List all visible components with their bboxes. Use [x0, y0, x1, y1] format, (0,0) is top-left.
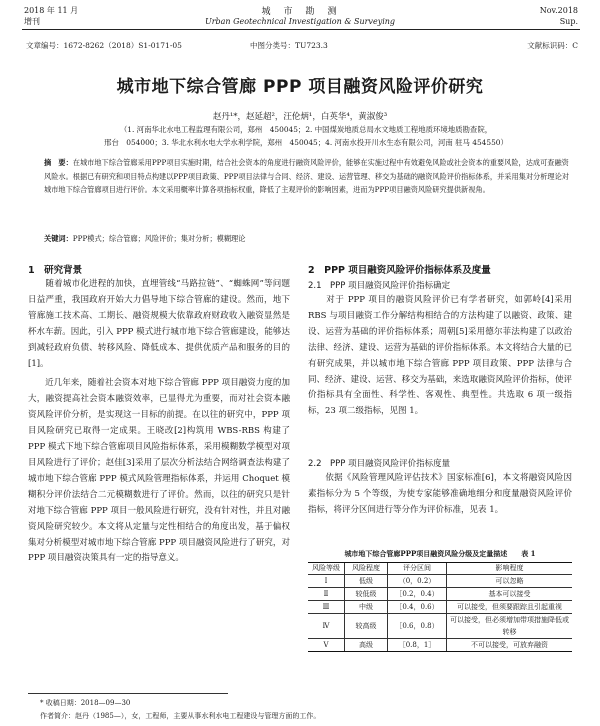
left-body [28, 277, 290, 567]
header-rule [22, 29, 580, 30]
cell-impact: 可以接受，但须要跟踪且引起重视 [447, 601, 573, 614]
risk-table [308, 562, 572, 652]
cell-level: Ⅴ [308, 639, 345, 652]
cell-level: Ⅲ [308, 601, 345, 614]
document-code: 文献标识码：C [527, 41, 578, 50]
abstract [44, 156, 570, 197]
footnote-rule [28, 693, 228, 694]
table-row [308, 614, 572, 639]
cell-interval: ［0.6，0.8） [388, 614, 447, 639]
subsection-2-2-heading: 2.2 PPP 项目融资风险评价指标度量 [308, 459, 451, 469]
header-cell: 影响程度 [447, 563, 573, 575]
section-1-heading: 1 研究背景 [28, 265, 83, 276]
paragraph: 依据《风险管理风险评估技术》国家标准[6]，本文将融资风险因素指标分为 5 个等级，为使专家能够准确地细分和度量融资风险评价指标，将评分区间进行等分作为评价标准，见表 1。 [308, 473, 572, 515]
header-supplement-left: 增刊 [24, 17, 40, 26]
cell-degree: 较低级 [345, 588, 388, 601]
paper-title: 城市地下综合管廊 PPP 项目融资风险评价研究 [116, 77, 484, 97]
table-row [308, 588, 572, 601]
table-caption: 城市地下综合管廊PPP项目融资风险分级及定量描述 表 1 [344, 549, 536, 558]
keywords-label: 关键词： [44, 234, 73, 243]
cell-level: Ⅰ [308, 575, 345, 588]
header-journal-en: Urban Geotechnical Investigation & Surveying [204, 17, 396, 26]
cell-impact: 基本可以接受 [447, 588, 573, 601]
abstract-label: 摘 要： [44, 158, 73, 167]
header-cell: 评分区间 [388, 563, 447, 575]
affiliation-line: 邢台 054000；3. 华北水利水电大学水利学院，郑州 450045；4. 河南水投开川水生态有限公司，河南 驻马 454550） [104, 138, 508, 147]
affiliation-line: （1. 河南华北水电工程监理有限公司，郑州 450045；2. 中国煤炭地质总局水文地质工程地质环境地质勘查院， [119, 125, 493, 134]
footnote-bio: 作者简介：赵丹（1985—），女，工程师，主要从事水利水电工程建设与管理方面的工作。 [40, 712, 321, 720]
cell-interval: ［0.8，1］ [388, 639, 447, 652]
section-2-heading: 2 PPP 项目融资风险评价指标体系及度量 [308, 265, 491, 276]
abstract-text: 在城市地下综合管廊采用PPP项目实施时期，结合社会资本的角度进行融资风险评价，能够在实施过程中有效避免风险或社会资本的重要风险，达成可查融资风险水。根据已有研究和项目特点构建以PPP项目政策、PPP项目法律与合同、经济、建设、运营管理、移交为基础的融资风险评价指标体系，并采用集对分析理论对城市地下综合管廊项目进行评价。本文采用概率计算各项指标权重，降低了主观评价的影响因素，进而为PPP项目融资风险研究提供新视角。 [44, 158, 569, 194]
cell-interval: ［0.2，0.4） [388, 588, 447, 601]
article-number: 文章编号：1672-8262（2018）S1-0171-05 [26, 41, 182, 50]
table-row [308, 601, 572, 614]
header-supplement-right: Sup. [559, 17, 578, 26]
subsection-2-1-heading: 2.1 PPP 项目融资风险评价指标确定 [308, 281, 451, 291]
cell-interval: （0，0.2） [388, 575, 447, 588]
affiliations [36, 123, 576, 149]
header-journal-cn: 城 市 勘 测 [261, 7, 339, 17]
cell-interval: ［0.4，0.6） [388, 601, 447, 614]
header-issue-left: 2018 年 11 月 [24, 6, 79, 15]
cell-impact: 不可以接受，可放弃融资 [447, 639, 573, 652]
cell-degree: 高级 [345, 639, 388, 652]
header-cell: 风险等级 [308, 563, 345, 575]
cell-level: Ⅳ [308, 614, 345, 639]
cell-degree: 中级 [345, 601, 388, 614]
clc-number: 中图分类号：TU723.3 [250, 41, 328, 50]
cell-degree: 较高级 [345, 614, 388, 639]
table-header-row [308, 563, 572, 575]
cell-impact: 可以接受，但必须增加带项措施降低或转移 [447, 614, 573, 639]
cell-degree: 低级 [345, 575, 388, 588]
cell-impact: 可以忽略 [447, 575, 573, 588]
table-row [308, 575, 572, 588]
paragraph: 对于 PPP 项目的融资风险评价已有学者研究，如郭岭[4]采用 RBS 与项目融资工作分解结构相结合的方法构建了以融资、政策、建设、运营为基础的评价指标体系；周朝[5]采用德尔菲法构建了以政治法律、经济、建设、运营为基础的评价指标体系。本文将结合大量的已有研究成果，并以城市地下综合管廊 PPP 项目政策、PPP 法律与合同、经济、建设、运营、移交为基础，来选取融资风险评价指标，使评价指标具有全面性、科学性、客观性、典型性。共选取 6 项一级指标，23 项二级指标，见图 1。 [308, 295, 572, 417]
cell-level: Ⅱ [308, 588, 345, 601]
author-list: 赵丹¹*，赵延超²，汪伦炳¹，白英华⁴，黄淑俊³ [212, 112, 388, 122]
keywords-text: PPP模式；综合管廊；风险评价；集对分析；模糊理论 [72, 234, 246, 243]
footnote-received: * 收稿日期：2018—09—30 [40, 699, 131, 707]
paragraph: 近几年来，随着社会资本对地下综合管廊 PPP 项目融资力度的加大，融资提高社会资本融资效率，已显得尤为重要，而对社会资本融资风险评价分析，是实现这一目标的前提。在以往的研究中，PPP 项目风险研究已取得一定成果。王晓改[2]构筑用 WBS-RBS 构建了 PPP 模式下地下综合管廊项目风险指标体系，采用模糊数学模型对项目风险进行了评价；赵佳[3]采用了层次分析法结合网络调查法构建了城市地下综合管廊 PPP 模式风险管理指标体系，并运用 Choquet 模糊积分评价法结合二元模糊数进行了评价。然而，以往的研究只是针对地下综合管廊 PPP 项目一般风险进行研究，没有针对性，并且对融资风险研究较少。本文将从定量与定性相结合的角度出发，基于偏权集对分析模型对城市地下综合管廊 PPP 项目融资风险进行了研究，对 PPP 项目融资决策具有一定的指导意义。 [28, 378, 290, 564]
table-row [308, 639, 572, 652]
header-cell: 风险程度 [345, 563, 388, 575]
paragraph: 随着城市化进程的加快，直埋管线“马路拉链”、“蜘蛛网”等问题日益严重，我国政府开始大力倡导地下综合管廊的建设。然而，地下管廊施工技术高、工期长、融资规模大依靠政府财政收入融资显然是杯水车薪。因此，引入 PPP 模式进行城市地下综合管廊建设，能够达到减轻政府负债、转移风险、降低成本、提供优质产品和服务的目的[1]。 [28, 279, 290, 369]
header-issue-right: Nov.2018 [539, 6, 578, 15]
keywords [44, 234, 570, 244]
